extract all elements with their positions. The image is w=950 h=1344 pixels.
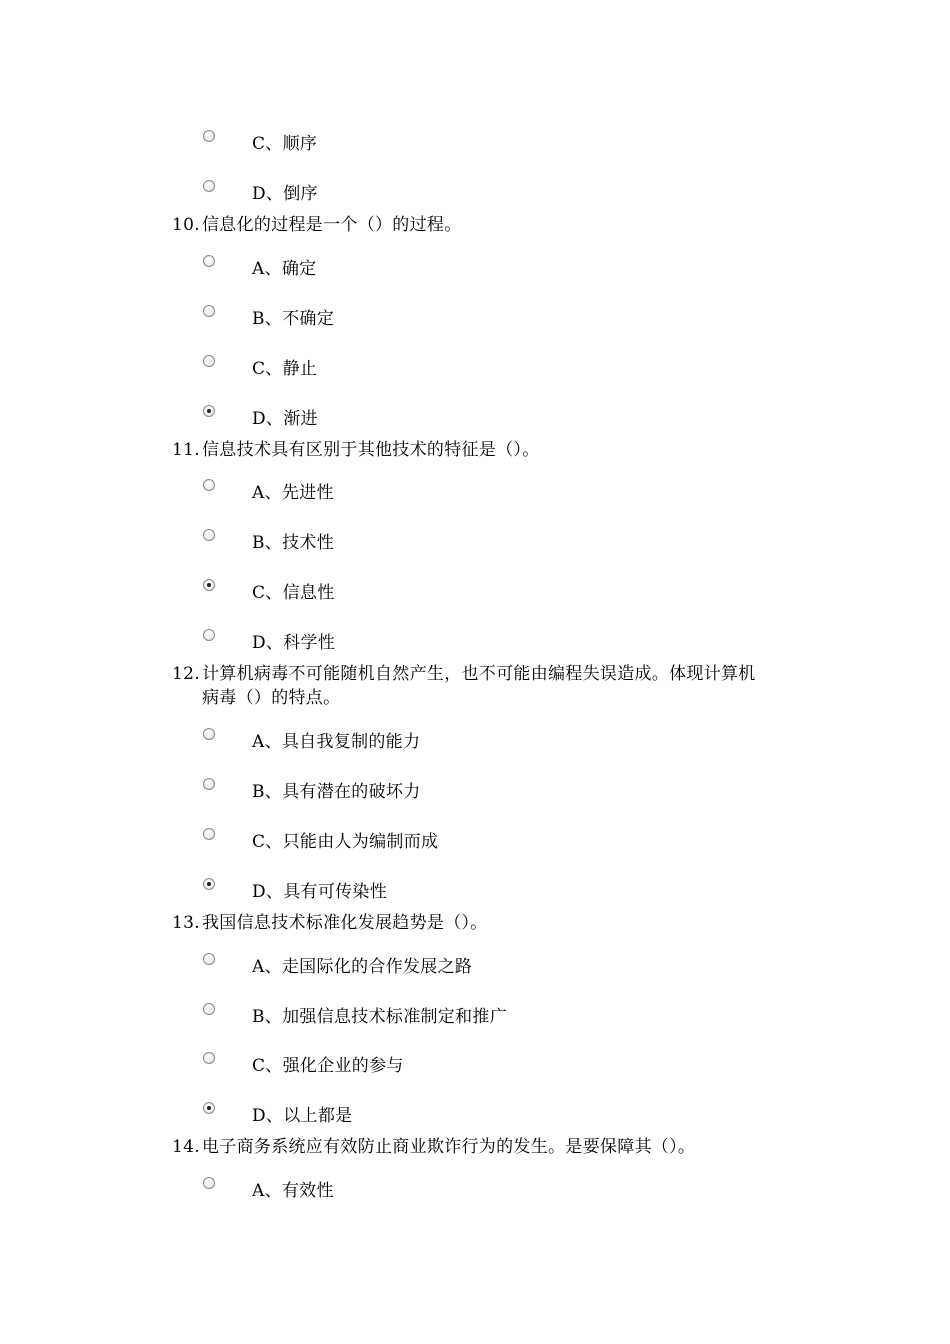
answer-option-label[interactable]: D、具有可传染性 (252, 882, 388, 902)
answer-option-label[interactable]: B、技术性 (252, 533, 334, 553)
question-text-continued: 病毒（）的特点。 (202, 688, 341, 708)
answer-radio[interactable] (203, 953, 215, 965)
question-text: 电子商务系统应有效防止商业欺诈行为的发生。是要保障其（）。 (202, 1137, 696, 1157)
answer-radio[interactable] (203, 405, 215, 417)
answer-option-label[interactable]: C、强化企业的参与 (252, 1056, 404, 1076)
answer-radio[interactable] (203, 305, 215, 317)
answer-radio[interactable] (203, 355, 215, 367)
answer-radio[interactable] (203, 180, 215, 192)
question-text: 我国信息技术标准化发展趋势是（）。 (202, 913, 488, 933)
answer-radio[interactable] (203, 828, 215, 840)
answer-radio[interactable] (203, 1177, 215, 1189)
question-number: 11. (172, 440, 200, 460)
answer-radio[interactable] (203, 1003, 215, 1015)
answer-option-label[interactable]: A、有效性 (252, 1181, 334, 1201)
answer-option-label[interactable]: B、加强信息技术标准制定和推广 (252, 1007, 507, 1027)
question-text: 信息化的过程是一个（）的过程。 (202, 215, 462, 235)
answer-radio[interactable] (203, 130, 215, 142)
answer-radio[interactable] (203, 1052, 215, 1064)
answer-option-label[interactable]: C、信息性 (252, 583, 335, 603)
answer-option-label[interactable]: B、不确定 (252, 309, 334, 329)
answer-option-label[interactable]: C、静止 (252, 359, 318, 379)
question-text: 计算机病毒不可能随机自然产生，也不可能由编程失误造成。体现计算机 (202, 664, 756, 684)
answer-radio[interactable] (203, 255, 215, 267)
answer-option-label[interactable]: C、只能由人为编制而成 (252, 832, 439, 852)
answer-radio[interactable] (203, 479, 215, 491)
answer-option-label[interactable]: D、以上都是 (252, 1106, 353, 1126)
answer-option-label[interactable]: D、科学性 (252, 633, 336, 653)
answer-radio[interactable] (203, 579, 215, 591)
question-number: 13. (172, 913, 200, 933)
question-number: 14. (172, 1137, 200, 1157)
answer-radio[interactable] (203, 629, 215, 641)
answer-radio[interactable] (203, 529, 215, 541)
question-number: 12. (172, 664, 200, 684)
answer-option-label[interactable]: D、倒序 (252, 184, 318, 204)
question-number: 10. (172, 215, 200, 235)
answer-radio[interactable] (203, 778, 215, 790)
answer-radio[interactable] (203, 1102, 215, 1114)
answer-option-label[interactable]: A、走国际化的合作发展之路 (252, 957, 473, 977)
answer-option-label[interactable]: A、确定 (252, 259, 317, 279)
answer-radio[interactable] (203, 878, 215, 890)
answer-option-label[interactable]: D、渐进 (252, 409, 318, 429)
answer-radio[interactable] (203, 728, 215, 740)
answer-option-label[interactable]: B、具有潜在的破坏力 (252, 782, 421, 802)
question-text: 信息技术具有区别于其他技术的特征是（）。 (202, 440, 540, 460)
answer-option-label[interactable]: A、先进性 (252, 483, 334, 503)
answer-option-label[interactable]: C、顺序 (252, 134, 318, 154)
answer-option-label[interactable]: A、具自我复制的能力 (252, 732, 421, 752)
